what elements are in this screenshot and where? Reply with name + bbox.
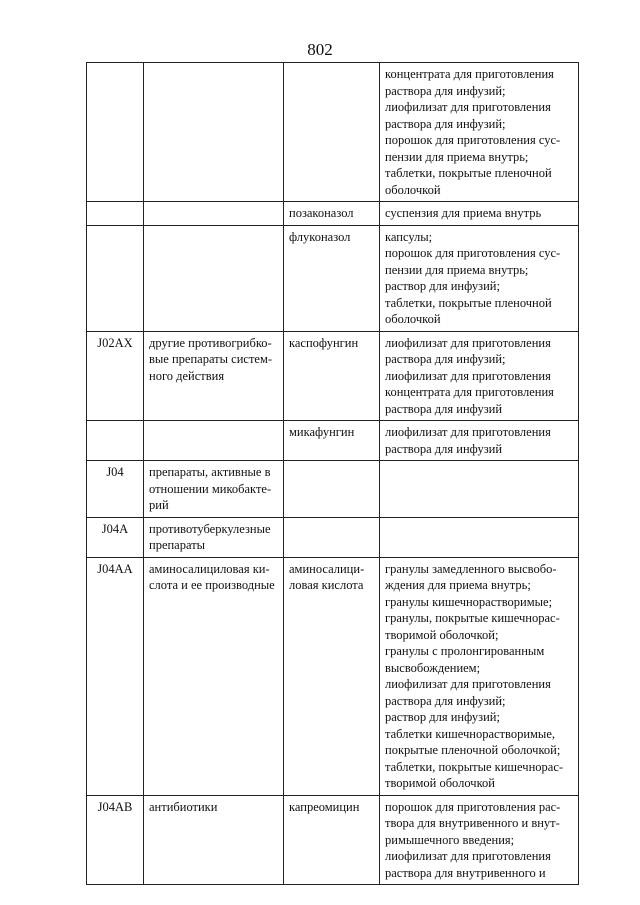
table-row [87,331,579,421]
anatomical-group-cell [144,795,284,885]
cell-text-line: флуконазол [289,229,351,244]
anatomical-group-cell [144,225,284,331]
cell-text-line: аминосалици- [289,561,365,576]
cell-text-line: лиофилизат для приготовления [385,100,551,114]
cell-text-line: слота и ее производные [149,578,275,592]
substance-cell [284,421,380,461]
substance-cell [284,795,380,885]
dosage-forms-cell [380,63,579,202]
cell-text-line: рий [149,498,169,512]
table-body [87,63,579,885]
table-row [87,795,579,885]
cell-text-line: гранулы с пролонгированным [385,644,545,658]
anatomical-group-cell [144,421,284,461]
atc-code-cell [87,225,144,331]
cell-text-line: порошок для приготовления сус- [385,133,561,147]
cell-text-line: каспофунгин [289,335,359,350]
dosage-forms-cell [380,331,579,421]
substance-cell [284,225,380,331]
table-row [87,63,579,202]
atc-code-cell [87,63,144,202]
cell-text-line: другие противогрибко- [149,335,272,350]
cell-text-line: раствора для внутривенного и [385,865,546,880]
cell-text-line: оболочкой [385,182,441,197]
atc-code-cell: J04AA [87,557,144,795]
atc-code-cell: J04 [87,461,144,518]
anatomical-group-cell [144,331,284,421]
cell-text-line: концентрата для приготовления [385,67,554,81]
cell-text-line: ловая кислота [289,578,364,592]
cell-text-line: микафунгин [289,425,355,439]
substance-cell [284,517,380,557]
cell-text-line: раствор для инфузий; [385,710,500,724]
cell-text-line: капреомицин [289,799,360,814]
cell-text-line: аминосалициловая ки- [149,561,270,576]
cell-text-line: раствора для инфузий; [385,693,506,708]
dosage-forms-cell [380,225,579,331]
cell-text-line: раствор для инфузий; [385,279,500,293]
table-row [87,421,579,461]
cell-text-line: лиофилизат для приготовления [385,335,551,350]
cell-text-line: пензии для приема внутрь; [385,149,529,164]
cell-text-line: ного действия [149,368,225,383]
cell-text-line: лиофилизат для приготовления [385,677,551,691]
cell-text-line: лиофилизат для приготовления [385,368,551,383]
cell-text-line: противотуберкулезные [149,521,271,536]
atc-code-cell [87,202,144,226]
dosage-forms-cell [380,517,579,557]
cell-text-line: отношении микобакте- [149,481,272,496]
atc-code-cell: J04AB [87,795,144,885]
cell-text-line: творимой оболочкой [385,776,495,790]
table-row [87,517,579,557]
substance-cell [284,557,380,795]
cell-text-line: гранулы кишечнорастворимые; [385,594,553,609]
cell-text-line: раствора для инфузий; [385,352,506,366]
dosage-forms-cell [380,461,579,518]
table-row [87,202,579,226]
cell-text-line: творимой оболочкой; [385,627,499,642]
anatomical-group-cell [144,461,284,518]
cell-text-line: препараты, активные в [149,465,271,479]
cell-text-line: позаконазол [289,206,354,220]
cell-text-line: лиофилизат для приготовления [385,425,551,439]
anatomical-group-cell [144,202,284,226]
cell-text-line: таблетки кишечнорастворимые, [385,726,555,741]
cell-text-line: гранулы замедленного высвобо- [385,561,557,576]
cell-text-line: раствора для инфузий; [385,116,506,131]
cell-text-line: порошок для приготовления рас- [385,799,561,814]
cell-text-line: лиофилизат для приготовления [385,849,551,863]
anatomical-group-cell [144,557,284,795]
table-row [87,557,579,795]
atc-code-cell: J04A [87,517,144,557]
atc-code-cell: J02AX [87,331,144,421]
substance-cell [284,63,380,202]
cell-text-line: раствора для инфузий [385,441,503,456]
cell-text-line: суспензия для приема внутрь [385,206,542,220]
anatomical-group-cell [144,517,284,557]
cell-text-line: раствора для инфузий [385,401,503,416]
page-number: 802 [307,40,333,59]
cell-text-line: таблетки, покрытые кишечнорас- [385,759,564,774]
cell-text-line: таблетки, покрытые пленочной [385,295,552,310]
atc-code-cell [87,421,144,461]
cell-text-line: оболочкой [385,312,441,326]
dosage-forms-cell [380,795,579,885]
table-row [87,225,579,331]
cell-text-line: препараты [149,538,206,552]
substance-cell [284,461,380,518]
cell-text-line: порошок для приготовления сус- [385,246,561,260]
cell-text-line: римышечного введения; [385,832,515,847]
cell-text-line: покрытые пленочной оболочкой; [385,743,561,757]
dosage-forms-cell [380,421,579,461]
cell-text-line: вые препараты систем- [149,352,273,366]
cell-text-line: высвобождением; [385,660,481,675]
cell-text-line: пензии для приема внутрь; [385,262,529,277]
table-row [87,461,579,518]
cell-text-line: раствора для инфузий; [385,83,506,98]
cell-text-line: таблетки, покрытые пленочной [385,166,552,180]
drug-table [86,62,579,885]
substance-cell [284,331,380,421]
cell-text-line: капсулы; [385,229,433,244]
cell-text-line: гранулы, покрытые кишечнорас- [385,611,560,625]
cell-text-line: ждения для приема внутрь; [385,578,531,592]
dosage-forms-cell [380,202,579,226]
cell-text-line: концентрата для приготовления [385,385,554,399]
dosage-forms-cell [380,557,579,795]
anatomical-group-cell [144,63,284,202]
cell-text-line: антибиотики [149,799,218,814]
substance-cell [284,202,380,226]
cell-text-line: твора для внутривенного и внут- [385,816,560,830]
